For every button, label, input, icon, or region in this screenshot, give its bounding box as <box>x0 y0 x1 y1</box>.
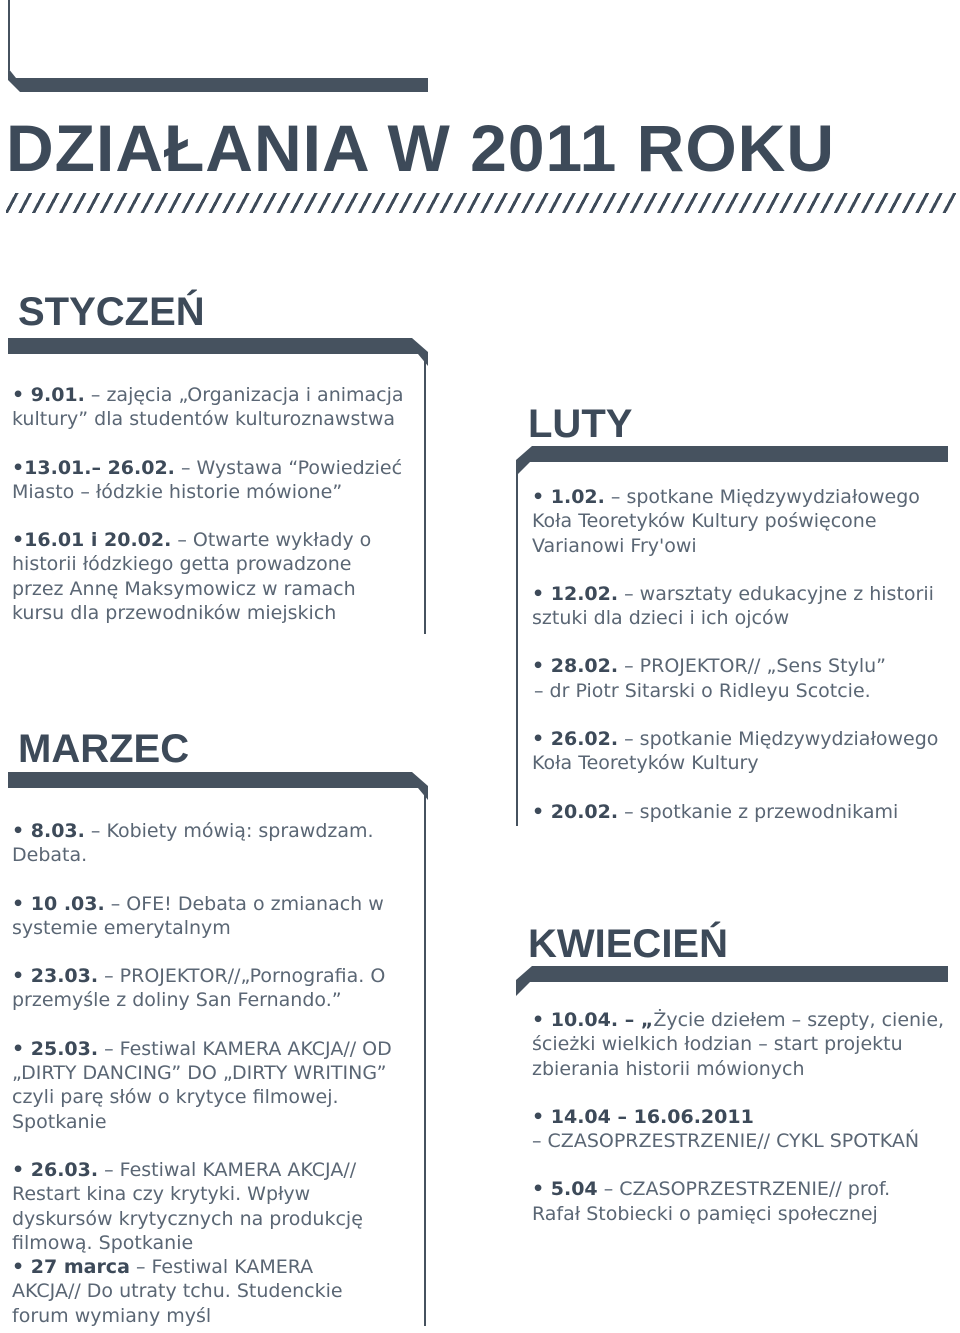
hatch-divider <box>6 193 956 213</box>
section-title-styczen: STYCZEŃ <box>18 290 205 334</box>
list-item: • 8.03. – Kobiety mówią: sprawdzam. Debata. <box>12 820 374 867</box>
styczen-entries <box>12 383 417 625</box>
list-item: • 23.03. – PROJEKTOR//„Pornografia. O przemyśle z doliny San Fernando.” <box>12 965 386 1012</box>
list-item: • 5.04 – CZASOPRZESTRZENIE// prof. Rafał Stobiecki o pamięci społecznej <box>532 1178 891 1225</box>
section-title-marzec: MARZEC <box>18 727 190 771</box>
section-bar-kwiecien <box>516 966 948 998</box>
list-item: • 9.01. – zajęcia „Organizacja i animacja kultury” dla studentów kulturoznawstwa <box>12 384 404 431</box>
marzec-entries <box>12 819 417 1328</box>
list-item: •13.01.– 26.02. – Wystawa “Powiedzieć Miasto – łódzkie historie mówione” <box>12 456 403 503</box>
list-item: • 14.04 – 16.06.2011 – CZASOPRZESTRZENIE// CYKL SPOTKAŃ <box>532 1105 920 1153</box>
list-item: • 1.02. – spotkane Międzywydziałowego Koła Teoretyków Kultury poświęcone Varianowi Fry'owi <box>532 486 920 557</box>
section-bar-luty <box>516 446 948 478</box>
marzec-right-line <box>424 786 426 1326</box>
section-bar-styczen <box>8 338 428 368</box>
list-item: • 26.03. – Festiwal KAMERA AKCJA// Restart kina czy krytyki. Wpływ dyskursów krytycznych na produkcję filmową. Spotkanie <box>12 1158 363 1254</box>
list-item: • 10.04. – „Życie dziełem – szepty, cienie, ścieżki wielkich łodzian – start projektu zbierania historii mówionych <box>532 1009 945 1080</box>
section-bar-marzec <box>8 772 428 802</box>
list-item: • 28.02. – PROJEKTOR// „Sens Stylu” – dr Piotr Sitarski o Ridleyu Scotcie. <box>532 655 886 702</box>
list-item: • 25.03. – Festiwal KAMERA AKCJA// OD „DIRTY DANCING” DO „DIRTY WRITING” czyli parę słów o krytyce filmowej. Spotkanie <box>12 1037 392 1133</box>
list-item: • 10 .03. – OFE! Debata o zmianach w systemie emerytalnym <box>12 892 384 939</box>
page-title: DZIAŁANIA W 2011 ROKU <box>6 111 835 185</box>
top-left-vertical-line <box>8 0 10 70</box>
top-bar <box>8 68 428 94</box>
styczen-right-line <box>424 352 426 634</box>
list-item: • 26.02. – spotkanie Międzywydziałowego Koła Teoretyków Kultury <box>532 728 939 775</box>
list-item: • 20.02. – spotkanie z przewodnikami <box>532 800 899 823</box>
luty-left-line <box>516 462 518 826</box>
section-title-luty: LUTY <box>528 402 633 446</box>
luty-entries <box>532 485 952 824</box>
kwiecien-entries <box>532 1008 952 1226</box>
section-title-kwiecien: KWIECIEŃ <box>528 922 728 966</box>
list-item: • 12.02. – warsztaty edukacyjne z historii sztuki dla dzieci i ich ojców <box>532 582 934 630</box>
list-item: • 27 marca – Festiwal KAMERA AKCJA// Do utraty tchu. Studenckie forum wymiany myśl <box>12 1256 343 1327</box>
list-item: •16.01 i 20.02. – Otwarte wykłady o historii łódzkiego getta prowadzone przez Annę Maksymowicz w ramach kursu dla przewodników miejskich <box>12 529 372 625</box>
